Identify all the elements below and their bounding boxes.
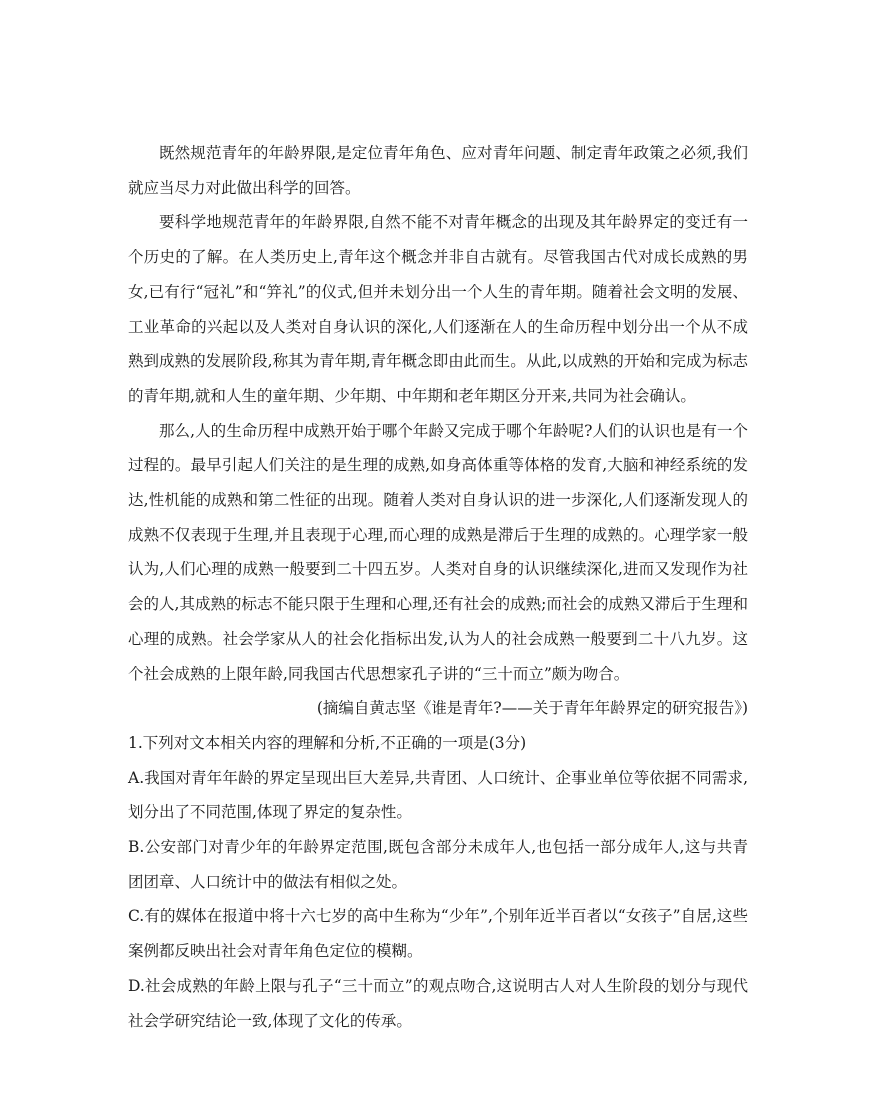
question-stem: 1.下列对文本相关内容的理解和分析,不正确的一项是(3分) — [128, 733, 527, 752]
passage-paragraph-1: 既然规范青年的年龄界限,是定位青年角色、应对青年问题、制定青年政策之必须,我们就应当尽力对此做出科学的回答。 — [128, 144, 748, 197]
option-d: D.社会成熟的年龄上限与孔子“三十而立”的观点吻合,这说明古人对人生阶段的划分与现代社会学研究结论一致,体现了文化的传承。 — [128, 976, 748, 1030]
option-b: B.公安部门对青少年的年龄界定范围,既包含部分未成年人,也包括一部分成年人,这与共青团团章、人口统计中的做法有相似之处。 — [128, 838, 748, 891]
passage-paragraph-2: 要科学地规范青年的年龄界限,自然不能不对青年概念的出现及其年龄界定的变迁有一个历史的了解。在人类历史上,青年这个概念并非自古就有。尽管我国古代对成长成熟的男女,已有行“冠礼”和“笄礼”的仪式,但并未划分出一个人生的青年期。随着社会文明的发展、工业革命的兴起以及人类对自身认识的深化,人们逐渐在人的生命历程中划分出一个从不成熟到成熟的发展阶段,称其为青年期,青年概念即由此而生。从此,以成熟的开始和完成为标志的青年期,就和人生的童年期、少年期、中年期和老年期区分开来,共同为社会确认。 — [128, 213, 748, 405]
passage-source: (摘编自黄志坚《谁是青年?——关于青年年龄界定的研究报告》) — [316, 699, 748, 718]
passage-paragraph-3: 那么,人的生命历程中成熟开始于哪个年龄又完成于哪个年龄呢?人们的认识也是有一个过程的。最早引起人们关注的是生理的成熟,如身高体重等体格的发育,大脑和神经系统的发达,性机能的成熟和第二性征的出现。随着人类对自身认识的进一步深化,人们逐渐发现人的成熟不仅表现于生理,并且表现于心理,而心理的成熟是滞后于生理的成熟的。心理学家一般认为,人们心理的成熟一般要到二十四五岁。人类对自身的认识继续深化,进而又发现作为社会的人,其成熟的标志不能只限于生理和心理,还有社会的成熟;而社会的成熟又滞后于生理和心理的成熟。社会学家从人的社会化指标出发,认为人的社会成熟一般要到二十八九岁。这个社会成熟的上限年龄,同我国古代思想家孔子讲的“三十而立”颇为吻合。 — [128, 421, 748, 683]
document-page — [128, 136, 748, 1038]
option-c: C.有的媒体在报道中将十六七岁的高中生称为“少年”,个别年近半百者以“女孩子”自居,这些案例都反映出社会对青年角色定位的模糊。 — [128, 907, 748, 961]
option-a: A.我国对青年年龄的界定呈现出巨大差异,共青团、人口统计、企事业单位等依据不同需求,划分出了不同范围,体现了界定的复杂性。 — [128, 768, 748, 822]
